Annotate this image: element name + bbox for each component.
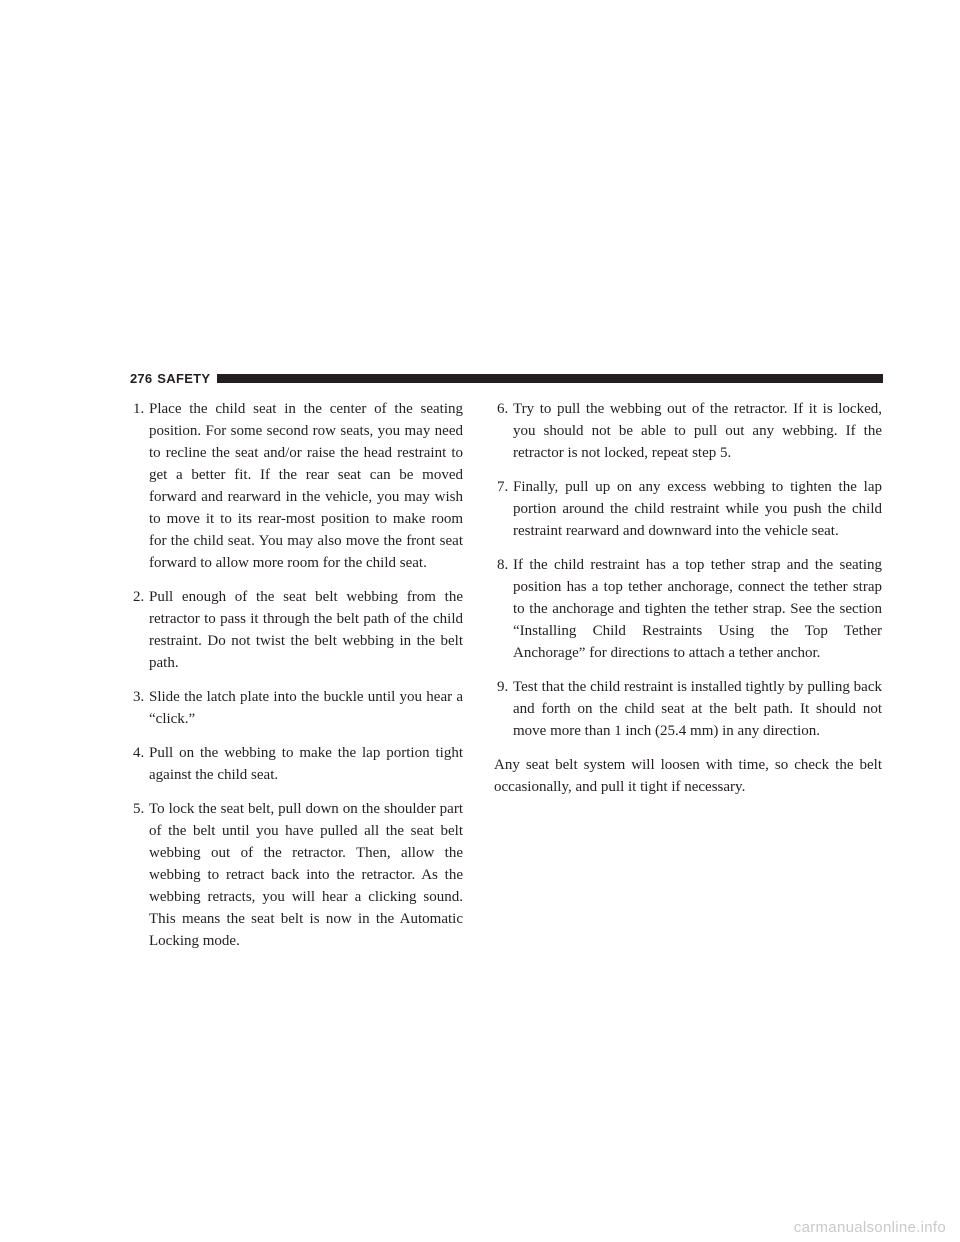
step-item (494, 554, 882, 664)
step-item (130, 686, 463, 730)
step-number: 9. (497, 679, 509, 695)
step-text: Pull on the webbing to make the lap portion tight against the child seat. (149, 745, 463, 783)
step-text: Finally, pull up on any excess webbing to tighten the lap portion around the child restraint while you push the child restraint rearward and downward into the vehicle seat. (513, 479, 882, 539)
step-text: Test that the child restraint is installed tightly by pulling back and forth on the child seat at the belt path. It should not move more than 1 inch (25.4 mm) in any direction. (513, 679, 882, 739)
step-text: Try to pull the webbing out of the retractor. If it is locked, you should not be able to pull out any webbing. If the retractor is not locked, repeat step 5. (513, 401, 882, 461)
page-number: 276 (130, 370, 153, 386)
step-item (130, 742, 463, 786)
step-number: 6. (497, 401, 509, 417)
step-number: 1. (133, 401, 145, 417)
step-number: 8. (497, 557, 509, 573)
step-text: If the child restraint has a top tether strap and the seating position has a top tether anchorage, connect the tether strap to the anchorage and tighten the tether strap. See the section “Installing Child Restraints Using the Top Tether Anchorage” for directions to attach a tether anchor. (513, 557, 882, 661)
footer-watermark: carmanualsonline.info (793, 1219, 946, 1236)
page-header (130, 370, 883, 386)
step-number: 5. (133, 801, 145, 817)
left-column (130, 398, 463, 964)
step-item (130, 798, 463, 952)
header-rule (217, 374, 883, 383)
step-text: To lock the seat belt, pull down on the shoulder part of the belt until you have pulled all the seat belt webbing out of the retractor. Then, allow the webbing to retract back into the retractor. As the webbing retracts, you will hear a clicking sound. This means the seat belt is now in the Automatic Locking mode. (149, 801, 463, 949)
step-text: Slide the latch plate into the buckle until you hear a “click.” (149, 689, 463, 727)
step-text: Pull enough of the seat belt webbing from the retractor to pass it through the belt path of the child restraint. Do not twist the belt webbing in the belt path. (149, 589, 463, 671)
section-title: SAFETY (157, 370, 211, 386)
step-number: 7. (497, 479, 509, 495)
right-column (494, 398, 882, 798)
step-item (494, 676, 882, 742)
step-number: 4. (133, 745, 145, 761)
step-item (130, 586, 463, 674)
step-number: 2. (133, 589, 145, 605)
step-item (494, 476, 882, 542)
step-item (130, 398, 463, 574)
step-text: Place the child seat in the center of the seating position. For some second row seats, you may need to recline the seat and/or raise the head restraint to get a better fit. If the rear seat can be moved forward and rearward in the vehicle, you may wish to move it to its rear-most position to make room for the child seat. You may also move the front seat forward to allow more room for the child seat. (149, 401, 463, 571)
closing-paragraph: Any seat belt system will loosen with time, so check the belt occasionally, and pull it tight if necessary. (494, 757, 882, 795)
step-number: 3. (133, 689, 145, 705)
step-item (494, 398, 882, 464)
